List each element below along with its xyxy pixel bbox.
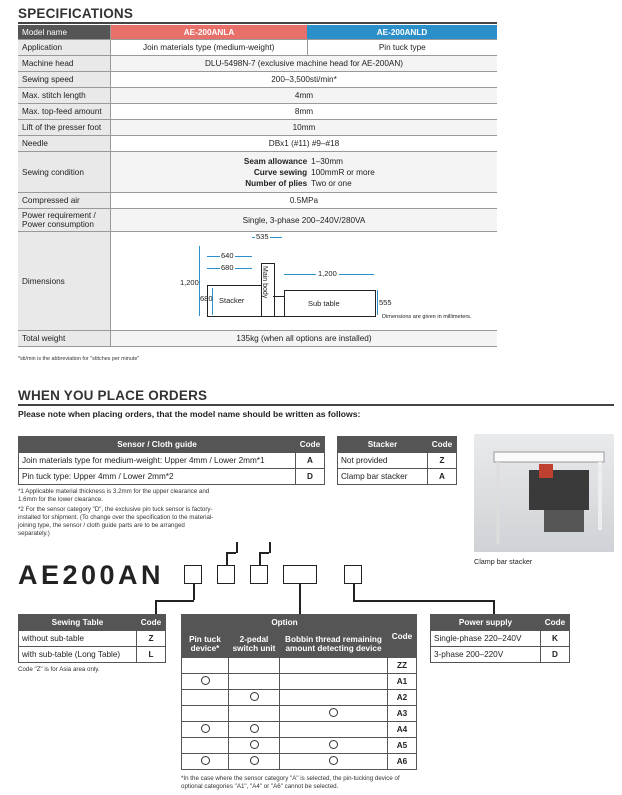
dimensions-row (18, 232, 497, 331)
option-cell (280, 658, 388, 674)
option-cell (229, 706, 280, 722)
option-cell (182, 706, 229, 722)
power-supply-row-code: K (541, 631, 570, 647)
weight-value: 135kg (when all options are installed) (111, 331, 498, 347)
application-label: Application (18, 40, 111, 56)
option-cell (182, 738, 229, 754)
spec-row-label: Sewing speed (18, 72, 111, 88)
spec-row-label: Max. stitch length (18, 88, 111, 104)
option-cell (182, 722, 229, 738)
sensor-row-code: D (296, 469, 325, 485)
code-box-stacker (250, 565, 268, 584)
application-row (18, 40, 497, 56)
clamp-bar-stacker-photo (474, 434, 614, 552)
sewing-table-row-code: Z (137, 631, 166, 647)
power-label: Power requirement / Power consumption (18, 209, 111, 232)
option-table (181, 614, 417, 770)
power-supply-table (430, 614, 570, 663)
stacker-image (474, 434, 614, 552)
sewing-condition-label: Sewing condition (18, 152, 111, 193)
circle-mark-icon (329, 708, 338, 717)
option-row-code: A1 (388, 674, 417, 690)
sub-table-label: Sub table (308, 299, 340, 308)
spec-row-value: DLU-5498N-7 (exclusive machine head for AE-200AN) (111, 56, 498, 72)
dimensions-label: Dimensions (18, 232, 111, 331)
model-b: AE-200ANLD (307, 25, 497, 40)
cond-value: 100mmR or more (311, 167, 375, 177)
circle-mark-icon (201, 756, 210, 765)
option-cell (229, 738, 280, 754)
sensor-code-head: Code (296, 437, 325, 453)
sewing-table-code-head: Code (137, 615, 166, 631)
option-note: *In the case where the sensor category "A" is selected, the pin-tucking device of optional categories "A1", "A4" or "A6" cannot be selected. (181, 775, 400, 790)
sewing-table-table (18, 614, 166, 663)
cond-key: Curve sewing (253, 167, 308, 177)
option-col-pin-tuck: Pin tuck device* (182, 631, 229, 658)
air-label: Compressed air (18, 193, 111, 209)
code-box-table (184, 565, 202, 584)
code-box-power (344, 565, 362, 584)
option-cell (229, 690, 280, 706)
power-supply-row-code: D (541, 647, 570, 663)
application-a: Join materials type (medium-weight) (111, 40, 308, 56)
option-cell (182, 754, 229, 770)
dimensions-note: Dimensions are given in millimeters. (382, 314, 472, 320)
sensor-row-label: Join materials type for medium-weight: Upper 4mm / Lower 2mm*1 (19, 453, 296, 469)
option-row-code: A5 (388, 738, 417, 754)
dim-1200-horizontal: 1,200 (318, 269, 337, 278)
spec-row-label: Needle (18, 136, 111, 152)
application-b: Pin tuck type (307, 40, 497, 56)
code-box-option (283, 565, 317, 584)
option-row-code: A3 (388, 706, 417, 722)
spec-row-value: DBx1 (#11) #9–#18 (111, 136, 498, 152)
circle-mark-icon (201, 676, 210, 685)
option-cell (280, 722, 388, 738)
spec-title: SPECIFICATIONS (18, 6, 134, 21)
main-body-label: Main body (261, 266, 268, 299)
spec-row-value: 8mm (111, 104, 498, 120)
option-row (182, 674, 417, 690)
option-cell (229, 674, 280, 690)
sewing-condition-row (18, 152, 497, 193)
orders-title: WHEN YOU PLACE ORDERS (18, 388, 208, 403)
sewing-table-row-code: L (137, 647, 166, 663)
option-row-code: ZZ (388, 658, 417, 674)
dim-555: 555 (379, 298, 392, 307)
option-row (182, 706, 417, 722)
power-supply-head: Power supply (431, 615, 541, 631)
option-row (182, 722, 417, 738)
sensor-row-label: Pin tuck type: Upper 4mm / Lower 2mm*2 (19, 469, 296, 485)
cond-value: Two or one (311, 178, 352, 188)
power-supply-code-head: Code (541, 615, 570, 631)
stacker-head: Stacker (338, 437, 428, 453)
option-cell (280, 706, 388, 722)
circle-mark-icon (250, 692, 259, 701)
option-cell (229, 658, 280, 674)
dim-535: 535 (256, 232, 269, 241)
sensor-row-code: A (296, 453, 325, 469)
circle-mark-icon (250, 756, 259, 765)
option-row-code: A2 (388, 690, 417, 706)
spec-row-value: 10mm (111, 120, 498, 136)
spec-footnote: *sti/min is the abbreviation for "stitches per minute" (18, 356, 140, 362)
power-supply-row-label: 3-phase 200–220V (431, 647, 541, 663)
orders-subtitle: Please note when placing orders, that the model name should be written as follows: (18, 409, 361, 419)
model-prefix: AE200AN (18, 560, 165, 590)
power-value: Single, 3-phase 200–240V/280VA (111, 209, 498, 232)
option-cell (280, 738, 388, 754)
option-col-bobbin: Bobbin thread remaining amount detecting device (280, 631, 388, 658)
option-cell (280, 754, 388, 770)
option-code-head: Code (388, 615, 417, 658)
cond-value: 1–30mm (311, 156, 343, 166)
sewing-table-head: Sewing Table (19, 615, 137, 631)
spec-row-label: Machine head (18, 56, 111, 72)
option-row (182, 754, 417, 770)
option-col-pedal: 2-pedal switch unit (229, 631, 280, 658)
spec-row-label: Lift of the presser foot (18, 120, 111, 136)
option-cell (280, 690, 388, 706)
sensor-head: Sensor / Cloth guide (19, 437, 296, 453)
sewing-table-note: Code "Z" is for Asia area only. (18, 666, 100, 673)
stacker-code-head: Code (428, 437, 457, 453)
circle-mark-icon (329, 756, 338, 765)
option-cell (182, 674, 229, 690)
circle-mark-icon (250, 724, 259, 733)
option-row (182, 738, 417, 754)
air-value: 0.5MPa (111, 193, 498, 209)
circle-mark-icon (250, 740, 259, 749)
spec-row-value: 4mm (111, 88, 498, 104)
model-label: Model name (18, 25, 111, 40)
option-row-code: A4 (388, 722, 417, 738)
cond-key: Number of plies (245, 178, 308, 188)
dim-1200-vertical: 1,200 (180, 278, 199, 287)
photo-caption: Clamp bar stacker (474, 557, 533, 566)
sewing-table-row-label: with sub-table (Long Table) (19, 647, 137, 663)
weight-label: Total weight (18, 331, 111, 347)
dim-680-vertical: 680 (200, 294, 213, 303)
option-head: Option (182, 615, 388, 631)
spec-row-value: 200–3,500sti/min* (111, 72, 498, 88)
spec-head-row (18, 25, 497, 40)
option-row-code: A6 (388, 754, 417, 770)
sensor-note-1: *1 Applicable material thickness is 3.2mm for the upper clearance and 1.6mm for the lower clearance. (18, 488, 210, 503)
cond-key: Seam allowance (243, 156, 308, 166)
model-a: AE-200ANLA (111, 25, 308, 40)
code-box-sensor (217, 565, 235, 584)
stacker-label: Stacker (219, 296, 245, 305)
spec-table (18, 25, 497, 347)
option-row (182, 690, 417, 706)
option-cell (229, 754, 280, 770)
sewing-table-row-label: without sub-table (19, 631, 137, 647)
sensor-table (18, 436, 325, 485)
sensor-note-2: *2 For the sensor category "D", the exclusive pin tuck sensor is factory-installed for shipment. (To change over the specification to the material-joining type, the sensor / cloth guide parts are to be arranged separately.) (18, 506, 214, 537)
power-supply-row-label: Single-phase 220–240V (431, 631, 541, 647)
stacker-row-code: Z (428, 453, 457, 469)
dimensions-diagram (114, 232, 494, 330)
stacker-row-code: A (428, 469, 457, 485)
spec-row-label: Max. top-feed amount (18, 104, 111, 120)
option-cell (280, 674, 388, 690)
dim-640: 640 (221, 251, 234, 260)
dim-680: 680 (221, 263, 234, 272)
option-cell (229, 722, 280, 738)
circle-mark-icon (201, 724, 210, 733)
option-cell (182, 690, 229, 706)
option-row (182, 658, 417, 674)
stacker-table (337, 436, 457, 485)
sewing-condition-list (233, 156, 375, 189)
stacker-row-label: Not provided (338, 453, 428, 469)
circle-mark-icon (329, 740, 338, 749)
stacker-row-label: Clamp bar stacker (338, 469, 428, 485)
option-cell (182, 658, 229, 674)
